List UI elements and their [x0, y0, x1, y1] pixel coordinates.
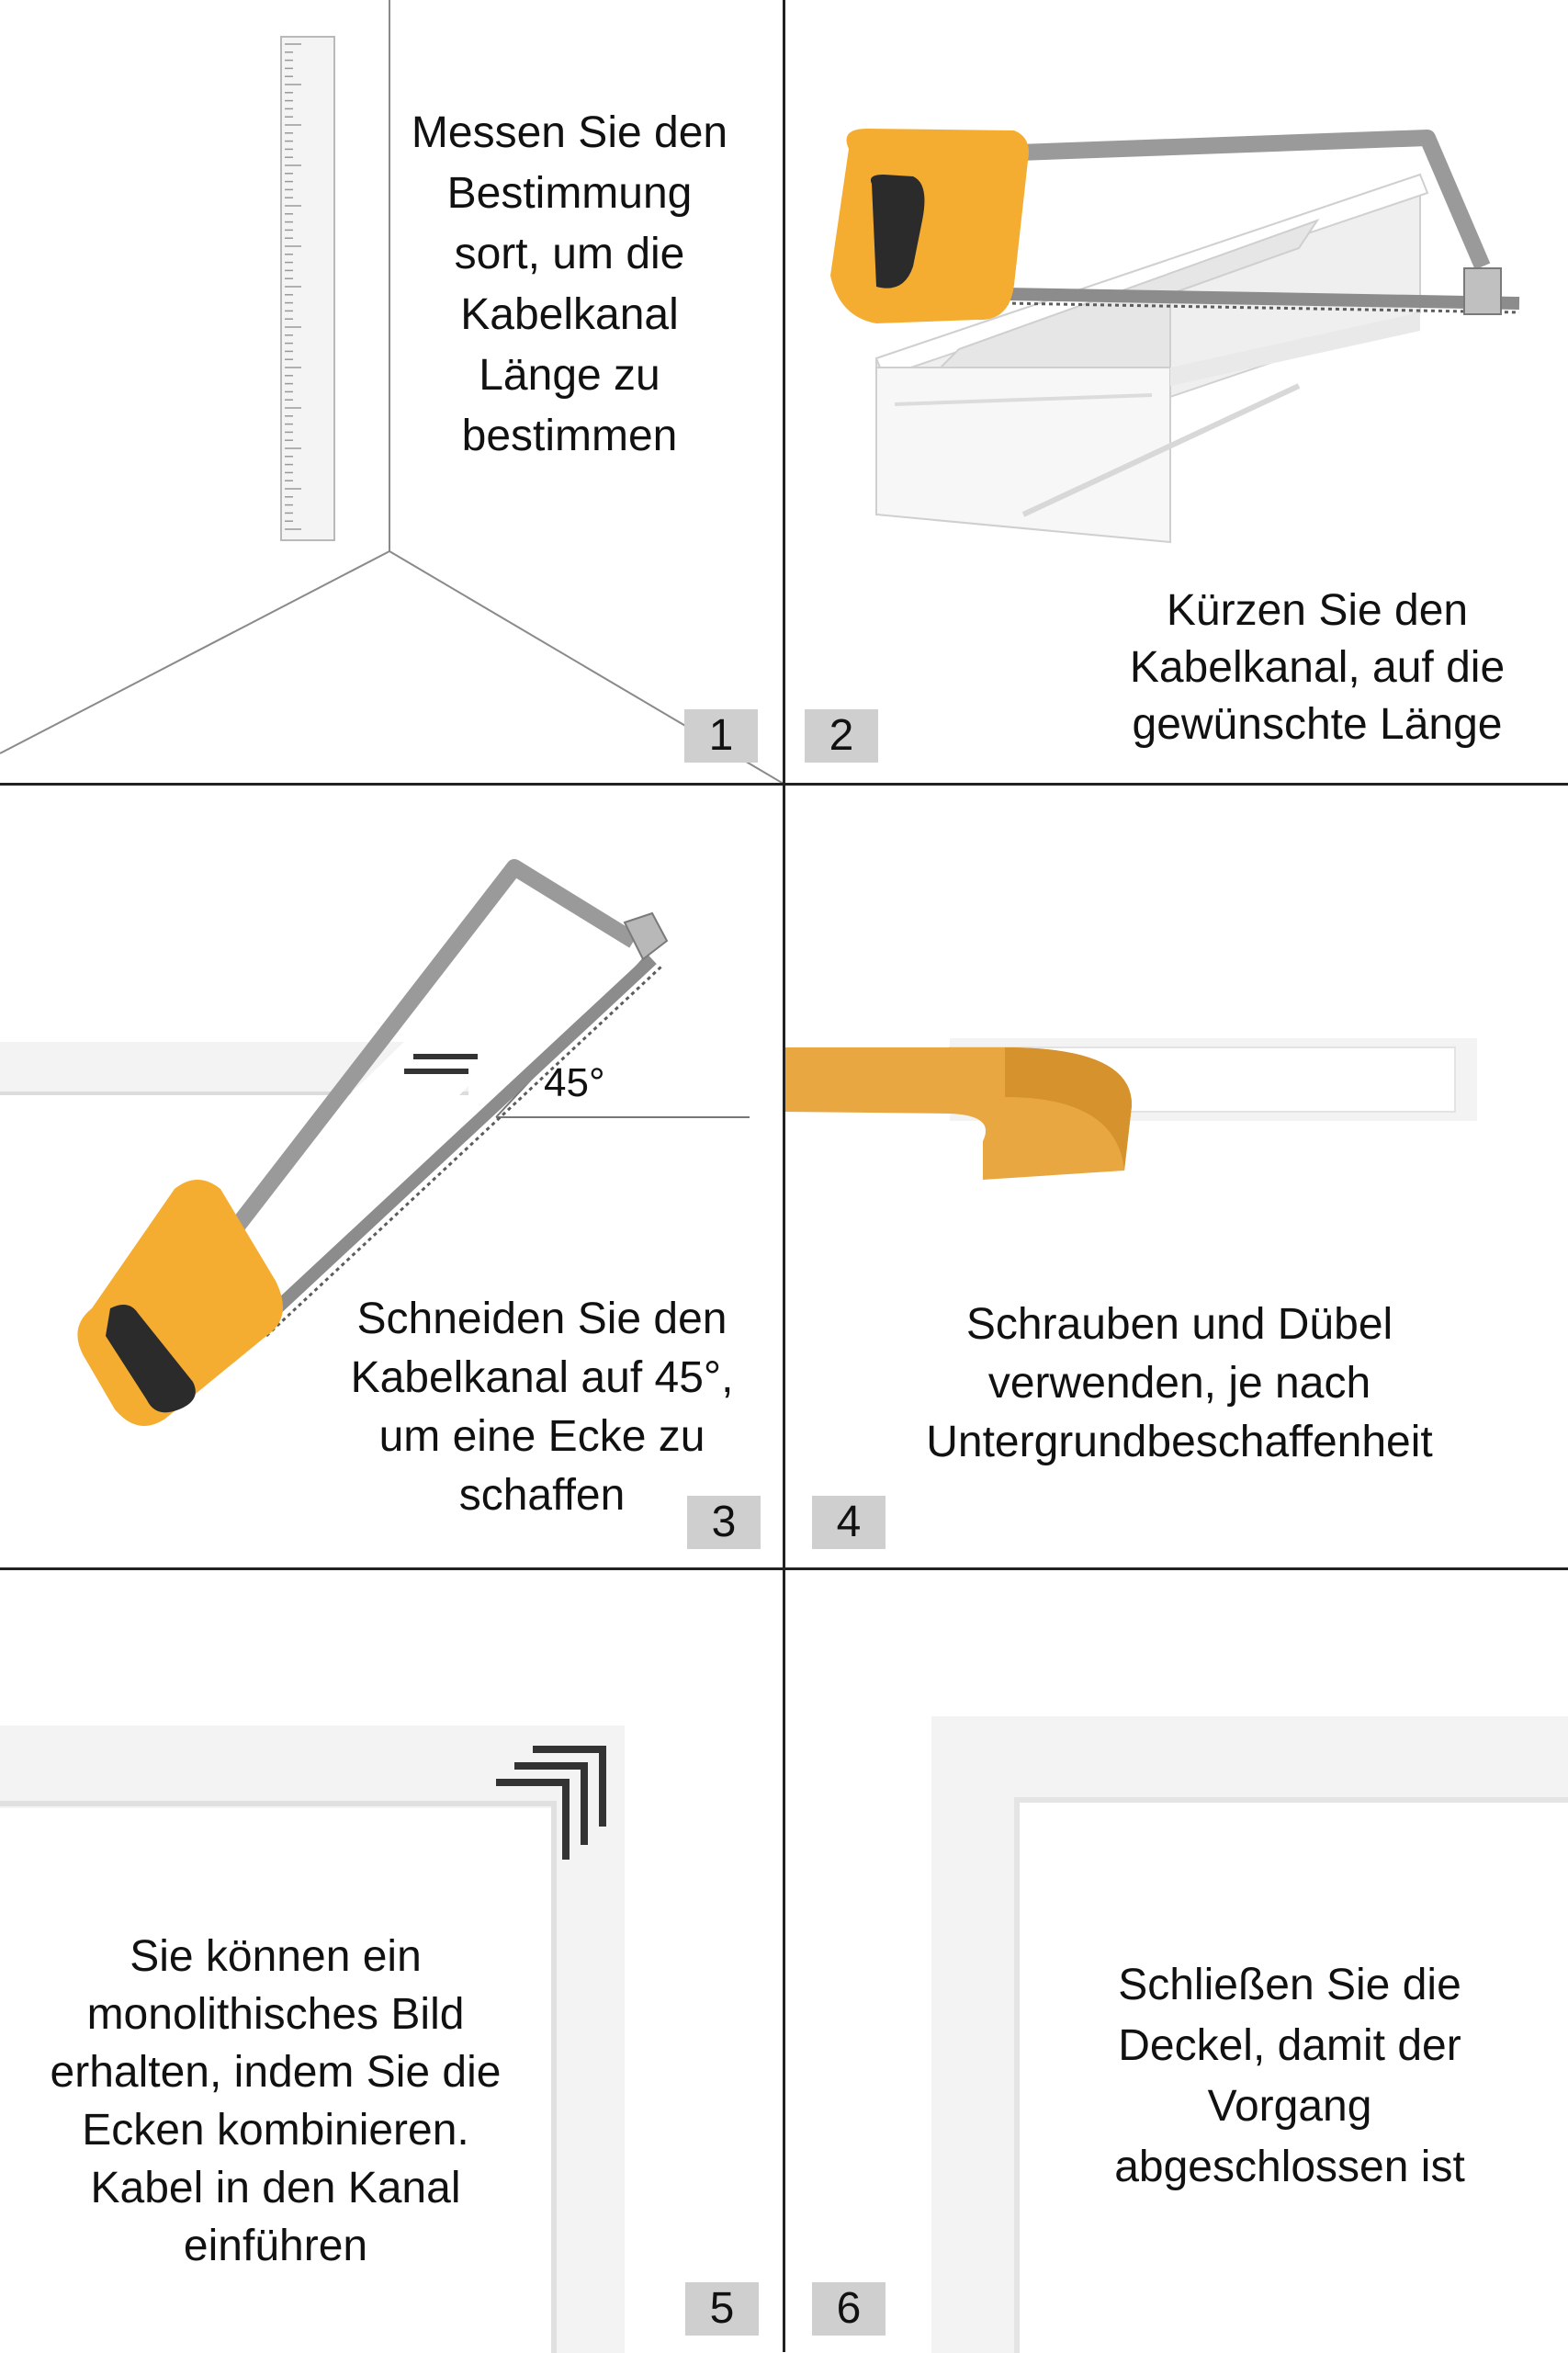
step-6-caption: Schließen Sie die Deckel, damit der Vorgang abgeschlossen ist	[1114, 1961, 1465, 2191]
step-1-panel	[0, 0, 784, 784]
horizontal-divider-2	[0, 1567, 1568, 1570]
step-3-caption: Schneiden Sie den Kabelkanal auf 45°, um eine Ecke zu schaffen	[350, 1295, 734, 1520]
step-4-number: 4	[812, 1496, 886, 1549]
angle-label: 45°	[544, 1060, 605, 1105]
step-5-panel	[0, 1569, 784, 2353]
adhesive-tape-icon	[784, 1047, 1132, 1180]
vertical-divider	[783, 0, 785, 2352]
horizontal-divider-1	[0, 783, 1568, 786]
step-1-caption: Messen Sie den Bestimmung sort, um die Kabelkanal Länge zu bestimmen	[411, 108, 728, 460]
step-4-caption: Schrauben und Dübel verwenden, je nach Untergrundbeschaffenheit	[926, 1300, 1433, 1466]
step-2-number: 2	[805, 709, 878, 763]
step-3-panel	[0, 785, 784, 1568]
step-3-number: 3	[687, 1496, 761, 1549]
step-6-number: 6	[812, 2282, 886, 2336]
step-6-panel	[784, 1569, 1568, 2353]
step-1-number: 1	[684, 709, 758, 763]
step-4-panel	[784, 785, 1568, 1568]
ruler-icon	[281, 37, 334, 540]
step-5-number: 5	[685, 2282, 759, 2336]
step-2-panel	[784, 0, 1568, 784]
step-5-caption: Sie können ein monolithisches Bild erhalten, indem Sie die Ecken kombinieren. Kabel in den Kanal einführen	[50, 1932, 502, 2270]
step-2-caption: Kürzen Sie den Kabelkanal, auf die gewünschte Länge	[1129, 586, 1506, 749]
cable-channel-icon	[0, 1042, 514, 1095]
